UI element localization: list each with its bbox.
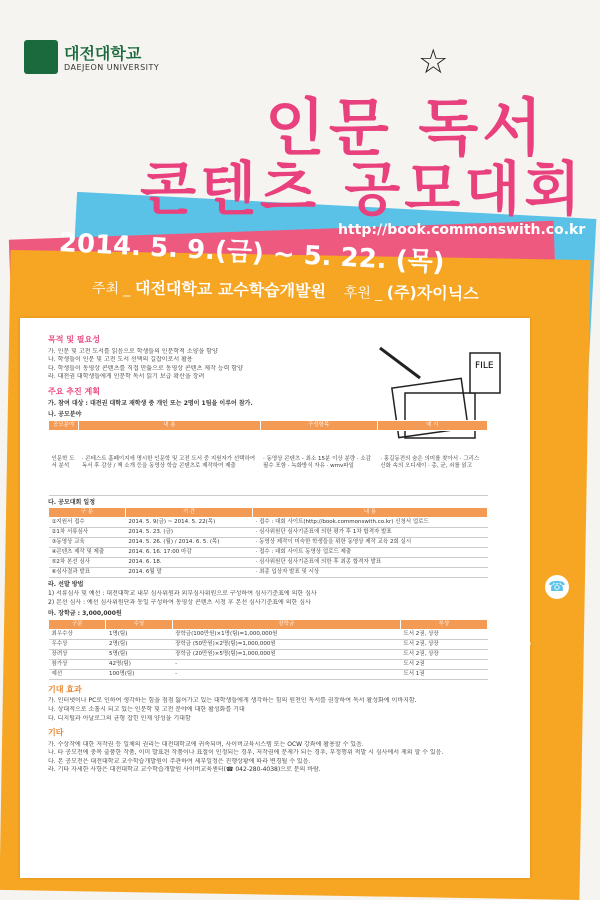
plan-target: 가. 참여 대상 : 대전권 대학교 재학생 중 개인 또는 2명이 1팀을 이루어 참가. bbox=[48, 399, 253, 407]
table-cell: - bbox=[172, 659, 400, 669]
table-cell: 2명(팀) bbox=[106, 639, 172, 649]
etc-line: 다. 본 공모전은 대전대학교 교수학습개발원이 주관하여 세부일정은 진행상황에 따라 변경될 수 있음. bbox=[48, 757, 311, 765]
plan-field: 나. 공모분야 bbox=[48, 411, 82, 419]
effect-line: 가. 인터넷이나 PC로 인하여 생각하는 힘을 점점 잃어가고 있는 대학생들에게 생각하는 힘의 원천인 독서를 권장하여 독서 활성화에 이바지함. bbox=[48, 697, 417, 705]
university-logo bbox=[24, 40, 58, 74]
purpose-line: 라. 대전권 대학생들에게 인문학 독서 읽기 보급 확산을 장려 bbox=[48, 373, 205, 381]
table-cell: 참가상 bbox=[49, 659, 106, 669]
table-cell: · 접수 : 대회 사이트 동영상 업로드 제출 bbox=[253, 548, 488, 558]
table-cell: ⑤2차 본선 심사 bbox=[49, 558, 126, 568]
table-header: 내 용 bbox=[253, 508, 488, 518]
table-row bbox=[49, 659, 488, 669]
table-cell: 장학금 (50만원)×2명(팀)=1,000,000원 bbox=[172, 639, 400, 649]
table-cell: · 접수 : 대회 사이트(http://book.commonswith.co.kr) 신청서 업로드 bbox=[253, 518, 488, 528]
table-row bbox=[49, 649, 488, 659]
effect-line: 다. 디지털과 아날로그의 균형 잡힌 인재 양성을 기대함 bbox=[48, 714, 191, 722]
logo-name-en: DAEJEON UNIVERSITY bbox=[64, 63, 160, 72]
table-header: 내 용 bbox=[79, 420, 260, 430]
table-cell: - bbox=[172, 669, 400, 679]
purpose-line: 다. 학생들이 동영상 콘텐츠를 직접 만듦으로 동영상 콘텐츠 제작 능력 함양 bbox=[48, 364, 243, 372]
table-cell: 2014. 6. 18. bbox=[125, 558, 252, 568]
table-row bbox=[49, 558, 488, 568]
table-row bbox=[49, 430, 488, 495]
etc-line: 나. 타 공모전에 중복 출품한 작품, 이미 발표된 작품이나 표절이 인정되는 경우, 저작권에 문제가 되는 경우, 부정행위 적발 시 심사에서 제외 할 수 있음. bbox=[48, 749, 444, 757]
table-cell: 2014. 6월 말 bbox=[125, 568, 252, 578]
effect-line: 나. 상대적으로 소홀시 되고 있는 인문학 및 고전 분야에 대한 활성화를 기대 bbox=[48, 705, 245, 713]
phone-icon: ☎ bbox=[545, 575, 569, 599]
table-cell: 도서 1권 bbox=[400, 669, 487, 679]
table-row bbox=[49, 528, 488, 538]
table-cell: ③동영상 교육 bbox=[49, 538, 126, 548]
table-row bbox=[49, 669, 488, 679]
table-cell: 예선 bbox=[49, 669, 106, 679]
table-cell: 도서 2권, 상장 bbox=[400, 649, 487, 659]
table-cell: 2014. 5. 9(금) ~ 2014. 5. 22(목) bbox=[125, 518, 252, 528]
contest-url[interactable]: http://book.commonswith.co.kr bbox=[338, 222, 586, 238]
purpose-heading: 목적 및 필요성 bbox=[48, 335, 100, 344]
table-cell: 2014. 5. 23. (금) bbox=[125, 528, 252, 538]
contact-phone bbox=[507, 610, 536, 811]
table-cell: · 홍길동전의 숨은 의미를 찾아서 · 그리스 신화 속의 오디세이 · 총, 균, 쇠를 읽고 bbox=[377, 430, 487, 495]
table-header: 수상 bbox=[106, 619, 172, 629]
table-cell: 도서 2권, 상장 bbox=[400, 629, 487, 639]
table-cell: ②1차 서류심사 bbox=[49, 528, 126, 538]
table-cell: · 심사위원단 심사기준표에 의한 후 최종 합격자 발표 bbox=[253, 558, 488, 568]
schedule-table bbox=[48, 507, 488, 578]
effect-heading: 기대 효과 bbox=[48, 684, 82, 694]
table-cell: 최우수상 bbox=[49, 629, 106, 639]
table-cell: 2014. 5. 26. (월) / 2014. 6. 5. (목) bbox=[125, 538, 252, 548]
table-cell: 인문학 도서 분석 bbox=[49, 430, 79, 495]
table-cell: · 동영상 콘텐츠 - 최소 15분 이상 분량 · 소감 필수 포함 · 녹화방식 자유 · wmv파일 bbox=[260, 430, 377, 495]
selection-line: 1) 서류심사 및 예선 : 대전대학교 내부 심사위원과 외부심사위원으로 구성하여 심사기준표에 의한 심사 bbox=[48, 589, 317, 597]
table-cell: 5명(팀) bbox=[106, 649, 172, 659]
contact-number: 042-280-4038 bbox=[508, 655, 532, 812]
table-cell: 장려상 bbox=[49, 649, 106, 659]
table-cell: ①지원서 접수 bbox=[49, 518, 126, 528]
table-cell: 도서 2권, 상장 bbox=[400, 639, 487, 649]
purpose-line: 가. 인문 및 고전 도서를 읽음으로 학생들의 인문학적 소양을 함양 bbox=[48, 347, 218, 355]
table-header: 기 간 bbox=[125, 508, 252, 518]
table-cell: 장학금 (20만원)×5명(팀)=1,000,000원 bbox=[172, 649, 400, 659]
plan-heading: 주요 추진 계획 bbox=[48, 386, 100, 396]
table-cell: · 콘테스트 홈페이지에 명시한 인문학 및 고전 도서 중 지원자가 선택하여 독서 후 감상 / 책 소개 등을 동영상 학습 콘텐츠로 제작하여 제출 bbox=[79, 430, 260, 495]
purpose-line: 나. 학생들이 인문 및 고전 도서 선택의 길잡이로서 활용 bbox=[48, 356, 193, 364]
title-line-1: 인문 독서 bbox=[265, 91, 547, 164]
plan-schedule: 다. 공모대회 일정 bbox=[48, 498, 96, 506]
table-row bbox=[49, 639, 488, 649]
event-date: 2014. 5. 9.(금) ~ 5. 22. (목) bbox=[58, 227, 446, 279]
table-cell: · 심사위원단 심사기준표에 의한 평가 후 1차 합격자 발표 bbox=[253, 528, 488, 538]
table-header: 예 시 bbox=[377, 420, 487, 430]
etc-heading: 기타 bbox=[48, 728, 64, 738]
sponsor-label: 후원 _ bbox=[343, 285, 383, 302]
table-cell: 우수상 bbox=[49, 639, 106, 649]
table-header: 장학금 bbox=[172, 619, 400, 629]
host-label: 주최 _ bbox=[91, 280, 131, 298]
etc-line: 가. 수상작에 대한 저작권 등 일체의 권리는 대전대학교에 귀속되며, 사이버교육시스템 또는 OCW 강좌에 활용할 수 있음. bbox=[48, 740, 364, 748]
table-cell: · 동영상 제작이 미숙한 학생들을 위한 동영상 제작 교육 2회 실시 bbox=[253, 538, 488, 548]
table-header: 구성항목 bbox=[260, 420, 377, 430]
table-row bbox=[49, 629, 488, 639]
table-cell: 100명(팀) bbox=[106, 669, 172, 679]
table-cell: 42명(팀) bbox=[106, 659, 172, 669]
table-row bbox=[49, 538, 488, 548]
table-header: 공모분야 bbox=[49, 420, 79, 430]
selection-heading: 라. 선발 방법 bbox=[48, 581, 84, 589]
prize-table bbox=[48, 619, 488, 680]
contact-label: 문의 bbox=[508, 610, 532, 649]
table-header: 부상 bbox=[400, 619, 487, 629]
etc-line: 라. 기타 자세한 사항은 대전대학교 교수학습개발원 사이버교육센터(☎ 042-280-4038)으로 문의 바람. bbox=[48, 766, 321, 774]
field-table bbox=[48, 420, 488, 496]
star-doodle-icon: ☆ bbox=[418, 42, 449, 82]
title-line-2: 콘텐츠 공모대회 bbox=[140, 155, 585, 223]
table-row bbox=[49, 568, 488, 578]
table-header: 구분 bbox=[49, 619, 106, 629]
table-cell: ⑥심사결과 발표 bbox=[49, 568, 126, 578]
table-cell: 도서 2권 bbox=[400, 659, 487, 669]
scholarship-heading: 마. 장학금 : 3,000,000원 bbox=[48, 610, 122, 618]
table-cell: 2014. 6. 16. 17:00 마감 bbox=[125, 548, 252, 558]
selection-line: 2) 본선 심사 : 예선 심사위원단과 동일 구성하여 동영상 콘텐츠 시청 후 본선 심사기준표에 의한 심사 bbox=[48, 598, 311, 606]
table-cell: ④콘텐츠 제작 및 제출 bbox=[49, 548, 126, 558]
table-row bbox=[49, 518, 488, 528]
table-cell: · 최종 입상자 발표 및 시상 bbox=[253, 568, 488, 578]
table-row bbox=[49, 548, 488, 558]
table-cell: 장학금(100만원)×1명(팀)=1,000,000원 bbox=[172, 629, 400, 639]
content-body bbox=[30, 330, 520, 775]
svg-text:FILE: FILE bbox=[475, 361, 494, 371]
table-cell: 1명(팀) bbox=[106, 629, 172, 639]
logo-name-ko: 대전대학교 bbox=[64, 44, 142, 63]
table-header: 구 분 bbox=[49, 508, 126, 518]
host-name: 대전대학교 교수학습개발원 bbox=[134, 278, 327, 301]
sponsor-name: (주)자이닉스 bbox=[386, 282, 479, 304]
